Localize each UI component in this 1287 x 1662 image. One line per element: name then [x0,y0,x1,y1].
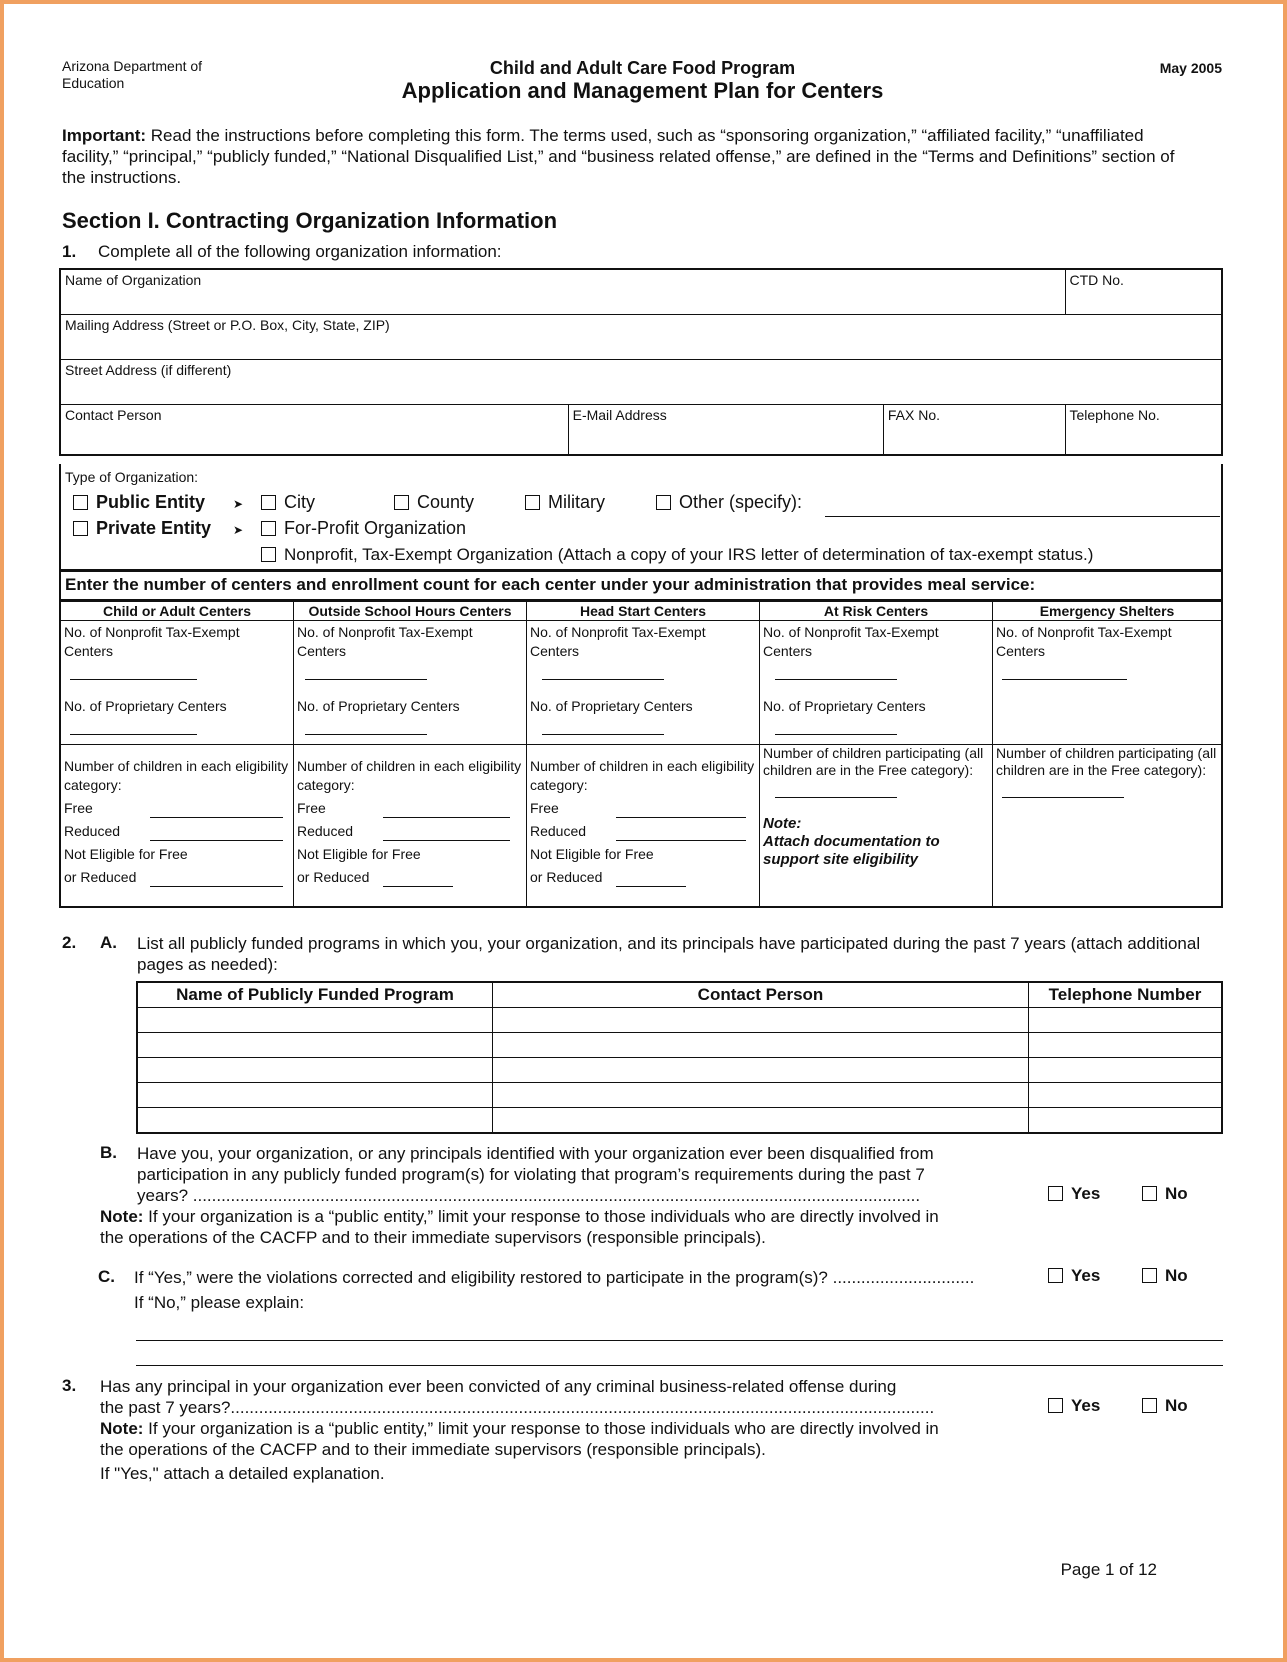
free-count-blank[interactable] [616,801,746,818]
proprietary-count-blank[interactable] [70,718,197,735]
q3-note [100,1418,1050,1484]
question-3-number: 3. [62,1376,77,1395]
not-eligible-label: Not Eligible for Free [530,846,654,862]
reduced-count-blank[interactable] [383,824,510,841]
question-3-text [100,1376,1035,1418]
telephone-cell[interactable] [1029,1083,1223,1108]
form-header [280,58,1005,104]
enrollment-cell [294,745,527,907]
at-risk-enrollment-cell [760,745,993,907]
fax-field[interactable]: FAX No. [883,404,1065,455]
reduced-label: Reduced [64,823,121,839]
col-header-head-start: Head Start Centers [527,602,760,621]
centers-table [59,601,1223,908]
note-text-line-2: the operations of the CACFP and to their immediate supervisors (responsible principals). [100,1440,766,1459]
nonprofit-checkbox[interactable] [261,547,276,562]
org-name-field[interactable]: Name of Organization [60,269,1065,314]
or-reduced-label: or Reduced [530,869,603,885]
nonprofit-centers-label: No. of Nonprofit Tax-Exempt Centers [530,624,706,659]
nonprofit-option[interactable] [261,545,1093,565]
center-count-cell [993,621,1223,745]
program-name-cell[interactable] [137,1033,493,1058]
question-2b-line-3: years? .......................................................................................................................................................... [137,1186,921,1205]
ctd-number-field[interactable]: CTD No. [1065,269,1222,314]
county-checkbox[interactable] [394,495,409,510]
county-label: County [417,492,475,512]
question-1 [62,242,502,262]
q2c-yes-option[interactable] [1048,1266,1100,1286]
question-2a-label: A. [100,933,117,952]
question-3-line-2: the past 7 years?..................................................................................................................................................... [100,1398,935,1417]
free-count-blank[interactable] [150,801,283,818]
question-3-line-1: Has any principal in your organization ever been convicted of any criminal business-related offense during [100,1377,897,1396]
mailing-address-field[interactable]: Mailing Address (Street or P.O. Box, City, State, ZIP) [60,314,1222,359]
not-eligible-count-blank[interactable] [383,870,453,887]
proprietary-centers-label: No. of Proprietary Centers [64,698,227,714]
proprietary-centers-label: No. of Proprietary Centers [530,698,693,714]
program-name-cell[interactable] [137,1083,493,1108]
agency-name [62,58,242,92]
city-checkbox[interactable] [261,495,276,510]
q2c-no-checkbox[interactable] [1142,1268,1157,1283]
arrow-right-icon: ➤ [233,497,244,511]
yes-label: Yes [1071,1184,1101,1203]
participating-label: Number of children participating (all children are in the Free category): [996,745,1217,778]
nonprofit-centers-label: No. of Nonprofit Tax-Exempt Centers [763,624,939,659]
contact-person-cell[interactable] [493,1033,1029,1058]
reduced-label: Reduced [297,823,354,839]
col-header-emergency-shelters: Emergency Shelters [993,602,1223,621]
contact-person-cell[interactable] [493,1083,1029,1108]
note-label: Note: [763,815,802,832]
q2c-no-option[interactable] [1142,1266,1188,1286]
table-row [137,1033,1222,1058]
important-text: Read the instructions before completing this form. The terms used, such as “sponsoring organization,” “affiliated facility,” “unaffiliated facility,” “principal,” “publicly funded,” “National Disqualified List,” and “business related offense,” are defined in the “Terms and Definitions” section of the instructions. [62,126,1175,187]
shelters-enrollment-cell [993,745,1223,907]
note-text: If your organization is a “public entity,” limit your response to those individuals who are directly involved in [143,1207,939,1226]
col-header-telephone: Telephone Number [1029,982,1223,1008]
enrollment-cell [60,745,294,907]
col-header-at-risk: At Risk Centers [760,602,993,621]
telephone-cell[interactable] [1029,1008,1223,1033]
public-entity-label: Public Entity [96,492,206,512]
contact-person-cell[interactable] [493,1108,1029,1134]
city-option[interactable] [261,492,315,513]
no-label: No [1165,1266,1188,1285]
no-label: No [1165,1396,1188,1415]
military-option[interactable] [525,492,605,513]
participating-count-blank[interactable] [775,781,897,798]
question-2b-label: B. [100,1143,117,1162]
important-notice [62,125,1192,188]
reduced-label: Reduced [530,823,587,839]
reduced-count-blank[interactable] [150,824,283,841]
contact-person-cell[interactable] [493,1008,1029,1033]
nonprofit-count-blank[interactable] [542,663,664,680]
children-category-label: Number of children in each eligibility category: [297,758,522,793]
street-address-field[interactable]: Street Address (if different) [60,359,1222,404]
proprietary-centers-label: No. of Proprietary Centers [763,698,926,714]
section-title: Section I. Contracting Organization Information [62,208,558,233]
note-text: Attach documentation to support site eligibility [763,833,940,868]
free-label: Free [297,800,326,816]
q2b-no-option[interactable] [1142,1184,1188,1204]
question-2b-line-1: Have you, your organization, or any principals identified with your organization ever been disqualified from [137,1144,934,1163]
yes-label: Yes [1071,1396,1101,1415]
center-count-cell [760,621,993,745]
agency-line-2: Education [62,75,125,91]
free-count-blank[interactable] [383,801,510,818]
explain-label: If “No,” please explain: [134,1293,305,1312]
reduced-count-blank[interactable] [616,824,746,841]
note-text-line-2: the operations of the CACFP and to their immediate supervisors (responsible principals). [100,1228,766,1247]
nonprofit-count-blank[interactable] [775,663,897,680]
private-entity-checkbox[interactable] [73,521,88,536]
table-row [137,1058,1222,1083]
nonprofit-label: Nonprofit, Tax-Exempt Organization (Attach a copy of your IRS letter of determination of tax-exempt status.) [284,545,1094,564]
program-name-cell[interactable] [137,1058,493,1083]
q2b-no-checkbox[interactable] [1142,1186,1157,1201]
or-reduced-label: or Reduced [297,869,370,885]
other-checkbox[interactable] [656,495,671,510]
publicly-funded-programs-table [136,981,1223,1134]
email-field[interactable]: E-Mail Address [568,404,883,455]
or-reduced-label: or Reduced [64,869,137,885]
free-label: Free [530,800,559,816]
centers-instruction: Enter the number of centers and enrollment count for each center under your administration that provides meal service: [59,571,1223,601]
center-count-cell [527,621,760,745]
form-date: May 2005 [1159,60,1222,76]
program-name-cell[interactable] [137,1108,493,1134]
proprietary-centers-label: No. of Proprietary Centers [297,698,460,714]
organization-info-table [59,268,1223,456]
question-2-number: 2. [62,933,77,952]
organization-type-box [59,464,1223,571]
other-label: Other (specify): [679,492,803,512]
nonprofit-count-blank[interactable] [70,663,197,680]
public-entity-checkbox[interactable] [73,495,88,510]
attach-explanation-text: If "Yes," attach a detailed explanation. [100,1464,385,1483]
public-entity-option[interactable] [73,492,205,513]
note-label: Note: [100,1207,144,1226]
question-2a-text: List all publicly funded programs in which you, your organization, and its principals have participated during the past 7 years (attach additional pages as needed): [137,934,1201,974]
not-eligible-count-blank[interactable] [150,870,283,887]
question-number: 1. [62,242,77,261]
page-number: Page 1 of 12 [1060,1560,1157,1579]
q3-yes-checkbox[interactable] [1048,1398,1063,1413]
proprietary-count-blank[interactable] [305,718,427,735]
nonprofit-count-blank[interactable] [305,663,427,680]
center-count-cell [294,621,527,745]
note-label: Note: [100,1419,144,1438]
question-2b-line-2: participation in any publicly funded program(s) for violating that program’s requirements during the past 7 [137,1165,925,1184]
nonprofit-centers-label: No. of Nonprofit Tax-Exempt Centers [64,624,240,659]
proprietary-count-blank[interactable] [775,718,897,735]
note-text: If your organization is a “public entity,” limit your response to those individuals who are directly involved in [143,1419,939,1438]
col-header-contact-person: Contact Person [493,982,1029,1008]
col-header-child-adult: Child or Adult Centers [60,602,294,621]
col-header-outside-school: Outside School Hours Centers [294,602,527,621]
for-profit-checkbox[interactable] [261,521,276,536]
agency-line-1: Arizona Department of [62,58,203,74]
private-entity-option[interactable] [73,518,211,539]
not-eligible-label: Not Eligible for Free [297,846,421,862]
question-2c-label: C. [98,1267,115,1286]
telephone-field[interactable]: Telephone No. [1065,404,1222,455]
table-row [137,1083,1222,1108]
table-row [137,1008,1222,1033]
enrollment-cell [527,745,760,907]
q2b-yes-option[interactable] [1048,1184,1100,1204]
nonprofit-count-blank[interactable] [1002,663,1127,680]
important-label: Important: [62,126,147,145]
col-header-program-name: Name of Publicly Funded Program [137,982,493,1008]
question-2c-text: If “Yes,” were the violations corrected and eligibility restored to participate in the program(s)? .............................. [134,1268,975,1287]
arrow-right-icon: ➤ [233,523,244,537]
participating-count-blank[interactable] [1002,781,1124,798]
question-2b-text [137,1143,1037,1206]
for-profit-option[interactable] [261,518,466,539]
center-count-cell [60,621,294,745]
telephone-cell[interactable] [1029,1033,1223,1058]
participating-label: Number of children participating (all children are in the Free category): [763,745,984,778]
telephone-cell[interactable] [1029,1058,1223,1083]
form-title: Application and Management Plan for Centers [401,78,884,103]
q2c-yes-checkbox[interactable] [1048,1268,1063,1283]
org-type-label: Type of Organization: [65,469,199,485]
q3-yes-option[interactable] [1048,1396,1100,1416]
program-name: Child and Adult Care Food Program [489,58,796,78]
not-eligible-label: Not Eligible for Free [64,846,188,862]
other-specify-line[interactable] [825,516,1220,517]
contact-person-cell[interactable] [493,1058,1029,1083]
for-profit-label: For-Profit Organization [284,518,467,538]
explain-line-2[interactable] [136,1365,1223,1366]
military-checkbox[interactable] [525,495,540,510]
yes-label: Yes [1071,1266,1101,1285]
telephone-cell[interactable] [1029,1108,1223,1134]
military-label: Military [548,492,605,512]
proprietary-count-blank[interactable] [542,718,664,735]
city-label: City [284,492,315,512]
q3-no-option[interactable] [1142,1396,1188,1416]
explain-line-1[interactable] [136,1340,1223,1341]
nonprofit-centers-label: No. of Nonprofit Tax-Exempt Centers [297,624,473,659]
children-category-label: Number of children in each eligibility category: [530,758,755,793]
q2b-yes-checkbox[interactable] [1048,1186,1063,1201]
contact-person-field[interactable]: Contact Person [60,404,568,455]
county-option[interactable] [394,492,474,513]
private-entity-label: Private Entity [96,518,212,538]
no-label: No [1165,1184,1188,1203]
question-text: Complete all of the following organization information: [98,242,502,261]
q2b-note [100,1206,1050,1248]
children-category-label: Number of children in each eligibility category: [64,758,289,793]
other-option[interactable] [656,492,802,513]
table-row [137,1108,1222,1134]
not-eligible-count-blank[interactable] [616,870,686,887]
nonprofit-centers-label: No. of Nonprofit Tax-Exempt Centers [996,624,1172,659]
free-label: Free [64,800,93,816]
q3-no-checkbox[interactable] [1142,1398,1157,1413]
program-name-cell[interactable] [137,1008,493,1033]
